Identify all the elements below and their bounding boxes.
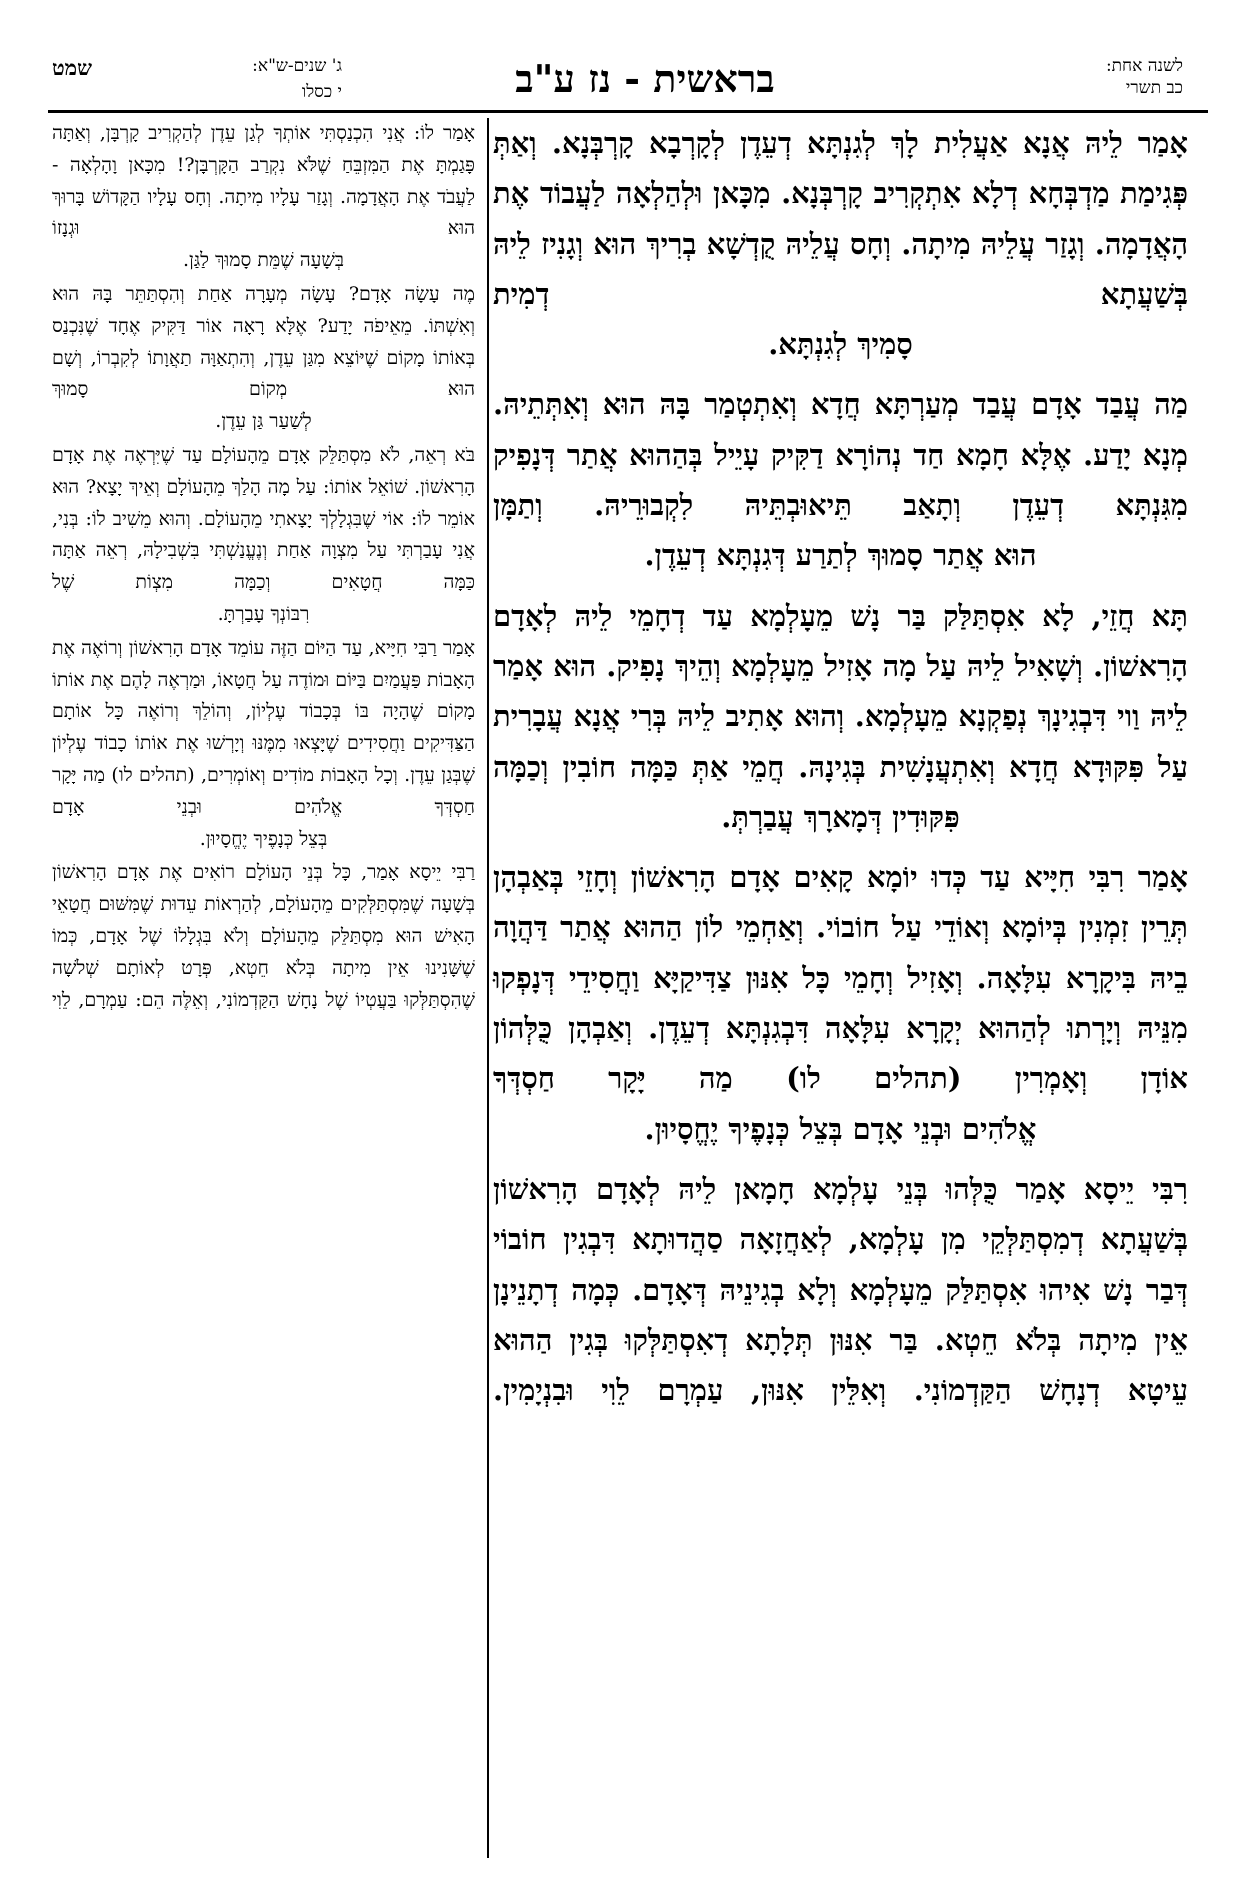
- aramaic-text-end: פִּקּוּדִין דְּמָארָךְ עֲבַרְתְּ.: [721, 799, 960, 834]
- hebrew-text: בֹּא רְאֵה, לֹא מִסְתַּלֵּק אָדָם מֵהָעוֹלָם עַד שֶׁיִּרְאֶה אֶת אָדָם הָרִאשׁוֹן. שׁוֹאֵל אוֹתוֹ: עַל מָה הָלַךְ מֵהָעוֹלָם וְאֵיךְ יָצָא? הוּא אוֹמֵר לוֹ: אוֹי שֶׁבִּגְלָלְךָ יָצָאתִי מֵהָעוֹלָם. וְהוּא מֵשִׁיב לוֹ: בְּנִי, אֲנִי עָבַרְתִּי עַל מִצְוָה אַחַת וְנֶעֱנַשְׁתִּי בִּשְׁבִילָהּ, רְאֵה אַתָּה כַּמָּה חֲטָאִים וְכַמָּה מִצְוֹת שֶׁל: [52, 443, 475, 594]
- header-rule: [48, 110, 1208, 113]
- aramaic-paragraph: [493, 118, 1188, 369]
- aramaic-text-end: הוּא אֲתַר סָמוּךְ לְתַרַע דְּגִנְתָּא דְעֵדֶן.: [644, 538, 1037, 573]
- aramaic-column: [493, 118, 1188, 1415]
- hebrew-column: [52, 118, 475, 1016]
- hebrew-paragraph: [52, 118, 475, 277]
- hebrew-text: רַבִּי יֵיסָא אָמַר, כָּל בְּנֵי הָעוֹלָם רוֹאִים אֶת אָדָם הָרִאשׁוֹן בְּשָׁעָה שֶׁמִּסְתַּלְּקִים מֵהָעוֹלָם, לְהַרְאוֹת עֵדוּת שֶׁמִּשּׁוּם חֲטָאֵי הָאִישׁ הוּא מִסְתַּלֵּק מֵהָעוֹלָם וְלֹא בִּגְלָלוֹ שֶׁל אָדָם, כְּמוֹ שֶׁשָּׁנִינוּ אֵין מִיתָה בְּלֹא חֵטְא, פְּרָט לְאוֹתָם שְׁלֹשָׁה שֶׁהִסְתַּלְּקוּ בַּעֲטְיוֹ שֶׁל נָחָשׁ הַקַּדְמוֹנִי, וְאֵלֶּה הֵם: עַמְרָם, לֵוִי: [52, 861, 475, 1011]
- cycle-date: י כסלו: [301, 82, 342, 102]
- aramaic-text: אָמַר רִבִּי חִיָּיא עַד כְּדוּ יוֹמָא קָאִים אָדָם הָרִאשׁוֹן וְחָזֵי בְּאַבְהָן תְּרֵין זִמְנִין בְּיוֹמָא וְאוֹדֵי עַל חוֹבוֹי. וְאַחְמֵי לוֹן הַהוּא אֲתַר דַּהֲוָה בֵיהּ בִּיקָרָא עִלָּאָה. וְאָזִיל וְחָמֵי כָּל אִנּוּן צַדִּיקַיָּא וַחֲסִידֵי דְּנָפְקוּ מִנֵּיהּ וְיָרְתוּ לְהַהוּא יְקָרָא עִלָּאָה דִּבְגִנְתָּא דְעֵדֶן. וְאַבְהָן כֻּלְּהוֹן אוֹדָן וְאָמְרִין (תהלים לו) מַה יָּקָר חַסְדְּךָ: [493, 860, 1188, 1096]
- aramaic-text: רִבִּי יֵיסָא אָמַר כֻּלְּהוּ בְּנֵי עָלְמָא חָמָאן לֵיהּ לְאָדָם הָרִאשׁוֹן בְּשַׁעֲתָא דְמִסְתַּלְּקֵי מִן עָלְמָא, לְאַחֲזָאָה סַהֲדוּתָא דִּבְגִין חוֹבוֹי דְּבַר נָשׁ אִיהוּ אִסְתַּלַּק מֵעָלְמָא וְלָא בְגִינֵיהּ דְּאָדָם. כְּמָה דְתָנֵינָן אֵין מִיתָה בְּלֹא חֵטְא. בַּר אִנּוּן תְּלָתָא דְאִסְתַּלְּקוּ בְּגִין הַהוּא עֵיטָא דְנָחָשׁ הַקַּדְמוֹנִי. וְאִלֵּין אִנּוּן, עַמְרָם לֵוִי וּבִנְיָמִין.: [493, 1171, 1188, 1408]
- page-title: בראשית - נז ע"ב: [515, 56, 775, 101]
- page-number-label: שמט: [52, 55, 93, 80]
- hebrew-text-end: בְּשָׁעָה שֶׁמֵּת סָמוּךְ לַגַּן.: [182, 249, 345, 272]
- hebrew-text-end: רִבּוֹנְךָ עָבַרְתָּ.: [217, 602, 310, 625]
- column-divider: [487, 118, 489, 1858]
- aramaic-text: תָּא חֲזֵי, לָא אִסְתַּלַּק בַּר נָשׁ מֵעָלְמָא עַד דְחָמֵי לֵיהּ לְאָדָם הָרִאשׁוֹן. וְשָׁאִיל לֵיהּ עַל מָה אָזִיל מֵעָלְמָא וְהֵיךְ נָפִיק. הוּא אָמַר לֵיהּ וַוי דִּבְגִינָךְ נְפַקְנָא מֵעָלְמָא. וְהוּא אָתִיב לֵיהּ בְּרִי אֲנָא עֲבָרִית עַל פִּקּוּדָא חֲדָא וְאִתְעֲנָשִׁית בְּגִינָהּ. חֲמֵי אַתְּ כַּמָּה חוֹבִין וְכַמָּה: [493, 598, 1188, 784]
- hebrew-text-end: לְשַׁעַר גַּן עֵדֶן.: [215, 410, 312, 433]
- aramaic-paragraph: [493, 852, 1188, 1154]
- hebrew-paragraph: [52, 440, 475, 631]
- aramaic-text-end: אֱלֹהִים וּבְנֵי אָדָם בְּצֵל כְּנָפֶיךָ יֶחֱסָיוּן.: [644, 1111, 1037, 1146]
- aramaic-text: מַה עֲבַד אָדָם עֲבַד מְעַרְתָּא חֲדָא וְאִתְטְמַר בָּהּ הוּא וְאִתְּתֵיהּ. מְנָא יָדַע. אֶלָּא חָמָא חַד נְהוֹרָא דַקִּיק עָיֵיל בְּהַהוּא אֲתַר דְּנָפִיק מִגִּנְתָּא דְעֵדֶן וְתָאַב תֵּיאוּבְתֵּיהּ לִקְבוּרֵיהּ. וְתַמָּן: [493, 387, 1188, 523]
- aramaic-text-end: סָמִיךְ לְגִנְתָּא.: [768, 327, 913, 362]
- hebrew-paragraph: [52, 857, 475, 1016]
- daily-study-label: לשנה אחת:: [1105, 56, 1183, 76]
- aramaic-paragraph: [493, 591, 1188, 842]
- hebrew-text: אָמַר לוֹ: אֲנִי הִכְנַסְתִּי אוֹתְךָ לְגַן עֵדֶן לְהַקְרִיב קָרְבָּן, וְאַתָּה פָּגַמְתָּ אֶת הַמִּזְבֵּחַ שֶׁלֹּא נִקְרַב הַקָּרְבָּן?! מִכָּאן וָהָלְאָה - לַעֲבֹד אֶת הָאֲדָמָה. וְגָזַר עָלָיו מִיתָה. וְחָס עָלָיו הַקָּדוֹשׁ בָּרוּךְ הוּא וּגְנָזוֹ: [52, 122, 475, 240]
- header-left: [52, 55, 342, 127]
- cycle-label: ג' שנים-ש"א:: [252, 56, 342, 76]
- hebrew-text: אָמַר רַבִּי חִיָּיא, עַד הַיּוֹם הַזֶּה עוֹמֵד אָדָם הָרִאשׁוֹן וְרוֹאֶה אֶת הָאָבוֹת פַּעֲמַיִם בַּיּוֹם וּמוֹדֶה עַל חֲטָאוֹ, וּמַרְאֶה לָהֶם אֶת אוֹתוֹ מָקוֹם שֶׁהָיָה בּוֹ בְּכָבוֹד עֶלְיוֹן, וְהוֹלֵךְ וְרוֹאֶה כָּל אוֹתָם הַצַּדִּיקִים וַחֲסִידִים שֶׁיָּצְאוּ מִמֶּנּוּ וְיָרְשׁוּ אֶת אוֹתוֹ כָבוֹד עֶלְיוֹן שֶׁבְּגַן עֵדֶן. וְכָל הָאָבוֹת מוֹדִים וְאוֹמְרִים, (תהלים לו) מַה יָּקָר חַסְדְּךָ אֱלֹהִים וּבְנֵי אָדָם: [52, 636, 475, 818]
- hebrew-paragraph: [52, 279, 475, 438]
- hebrew-paragraph: [52, 633, 475, 856]
- aramaic-paragraph: [493, 379, 1188, 580]
- aramaic-text: אָמַר לֵיהּ אֲנָא אַעֲלִית לָךְ לְגִנְתָּא דְעֵדֶן לְקָרְבָא קָרְבְּנָא. וְאַתְּ פְּגִימַת מַדְבְּחָא דְלָא אִתְקְרִיב קָרְבְּנָא. מִכָּאן וּלְהַלְאָה לַעֲבוֹד אֶת הָאֲדָמָה. וְגָזַר עֲלֵיהּ מִיתָה. וְחָס עֲלֵיהּ קֻדְשָׁא בְרִיךְ הוּא וְגָנִיז לֵיהּ בְּשַׁעֲתָא דְמִית: [493, 126, 1188, 311]
- hebrew-text: מֶה עָשָׂה אָדָם? עָשָׂה מְעָרָה אַחַת וְהִסְתַּתֵּר בָּהּ הוּא וְאִשְׁתּוֹ. מֵאֵיפֹה יָדַע? אֶלָּא רָאָה אוֹר דַּקִּיק אֶחָד שֶׁנִּכְנַס בְּאוֹתוֹ מָקוֹם שֶׁיּוֹצֵא מִגַּן עֵדֶן, וְהִתְאַוָּה תַאֲוָתוֹ לְקִבְרוֹ, וְשָׁם הוּא מְקוֹם סָמוּךְ: [52, 282, 475, 401]
- aramaic-paragraph: [493, 1164, 1188, 1415]
- hebrew-text-end: בְּצֵל כְּנָפֶיךָ יֶחֱסָיוּן.: [199, 827, 328, 850]
- daily-study-date: כב תשרי: [1125, 78, 1183, 98]
- header-right: [983, 55, 1183, 127]
